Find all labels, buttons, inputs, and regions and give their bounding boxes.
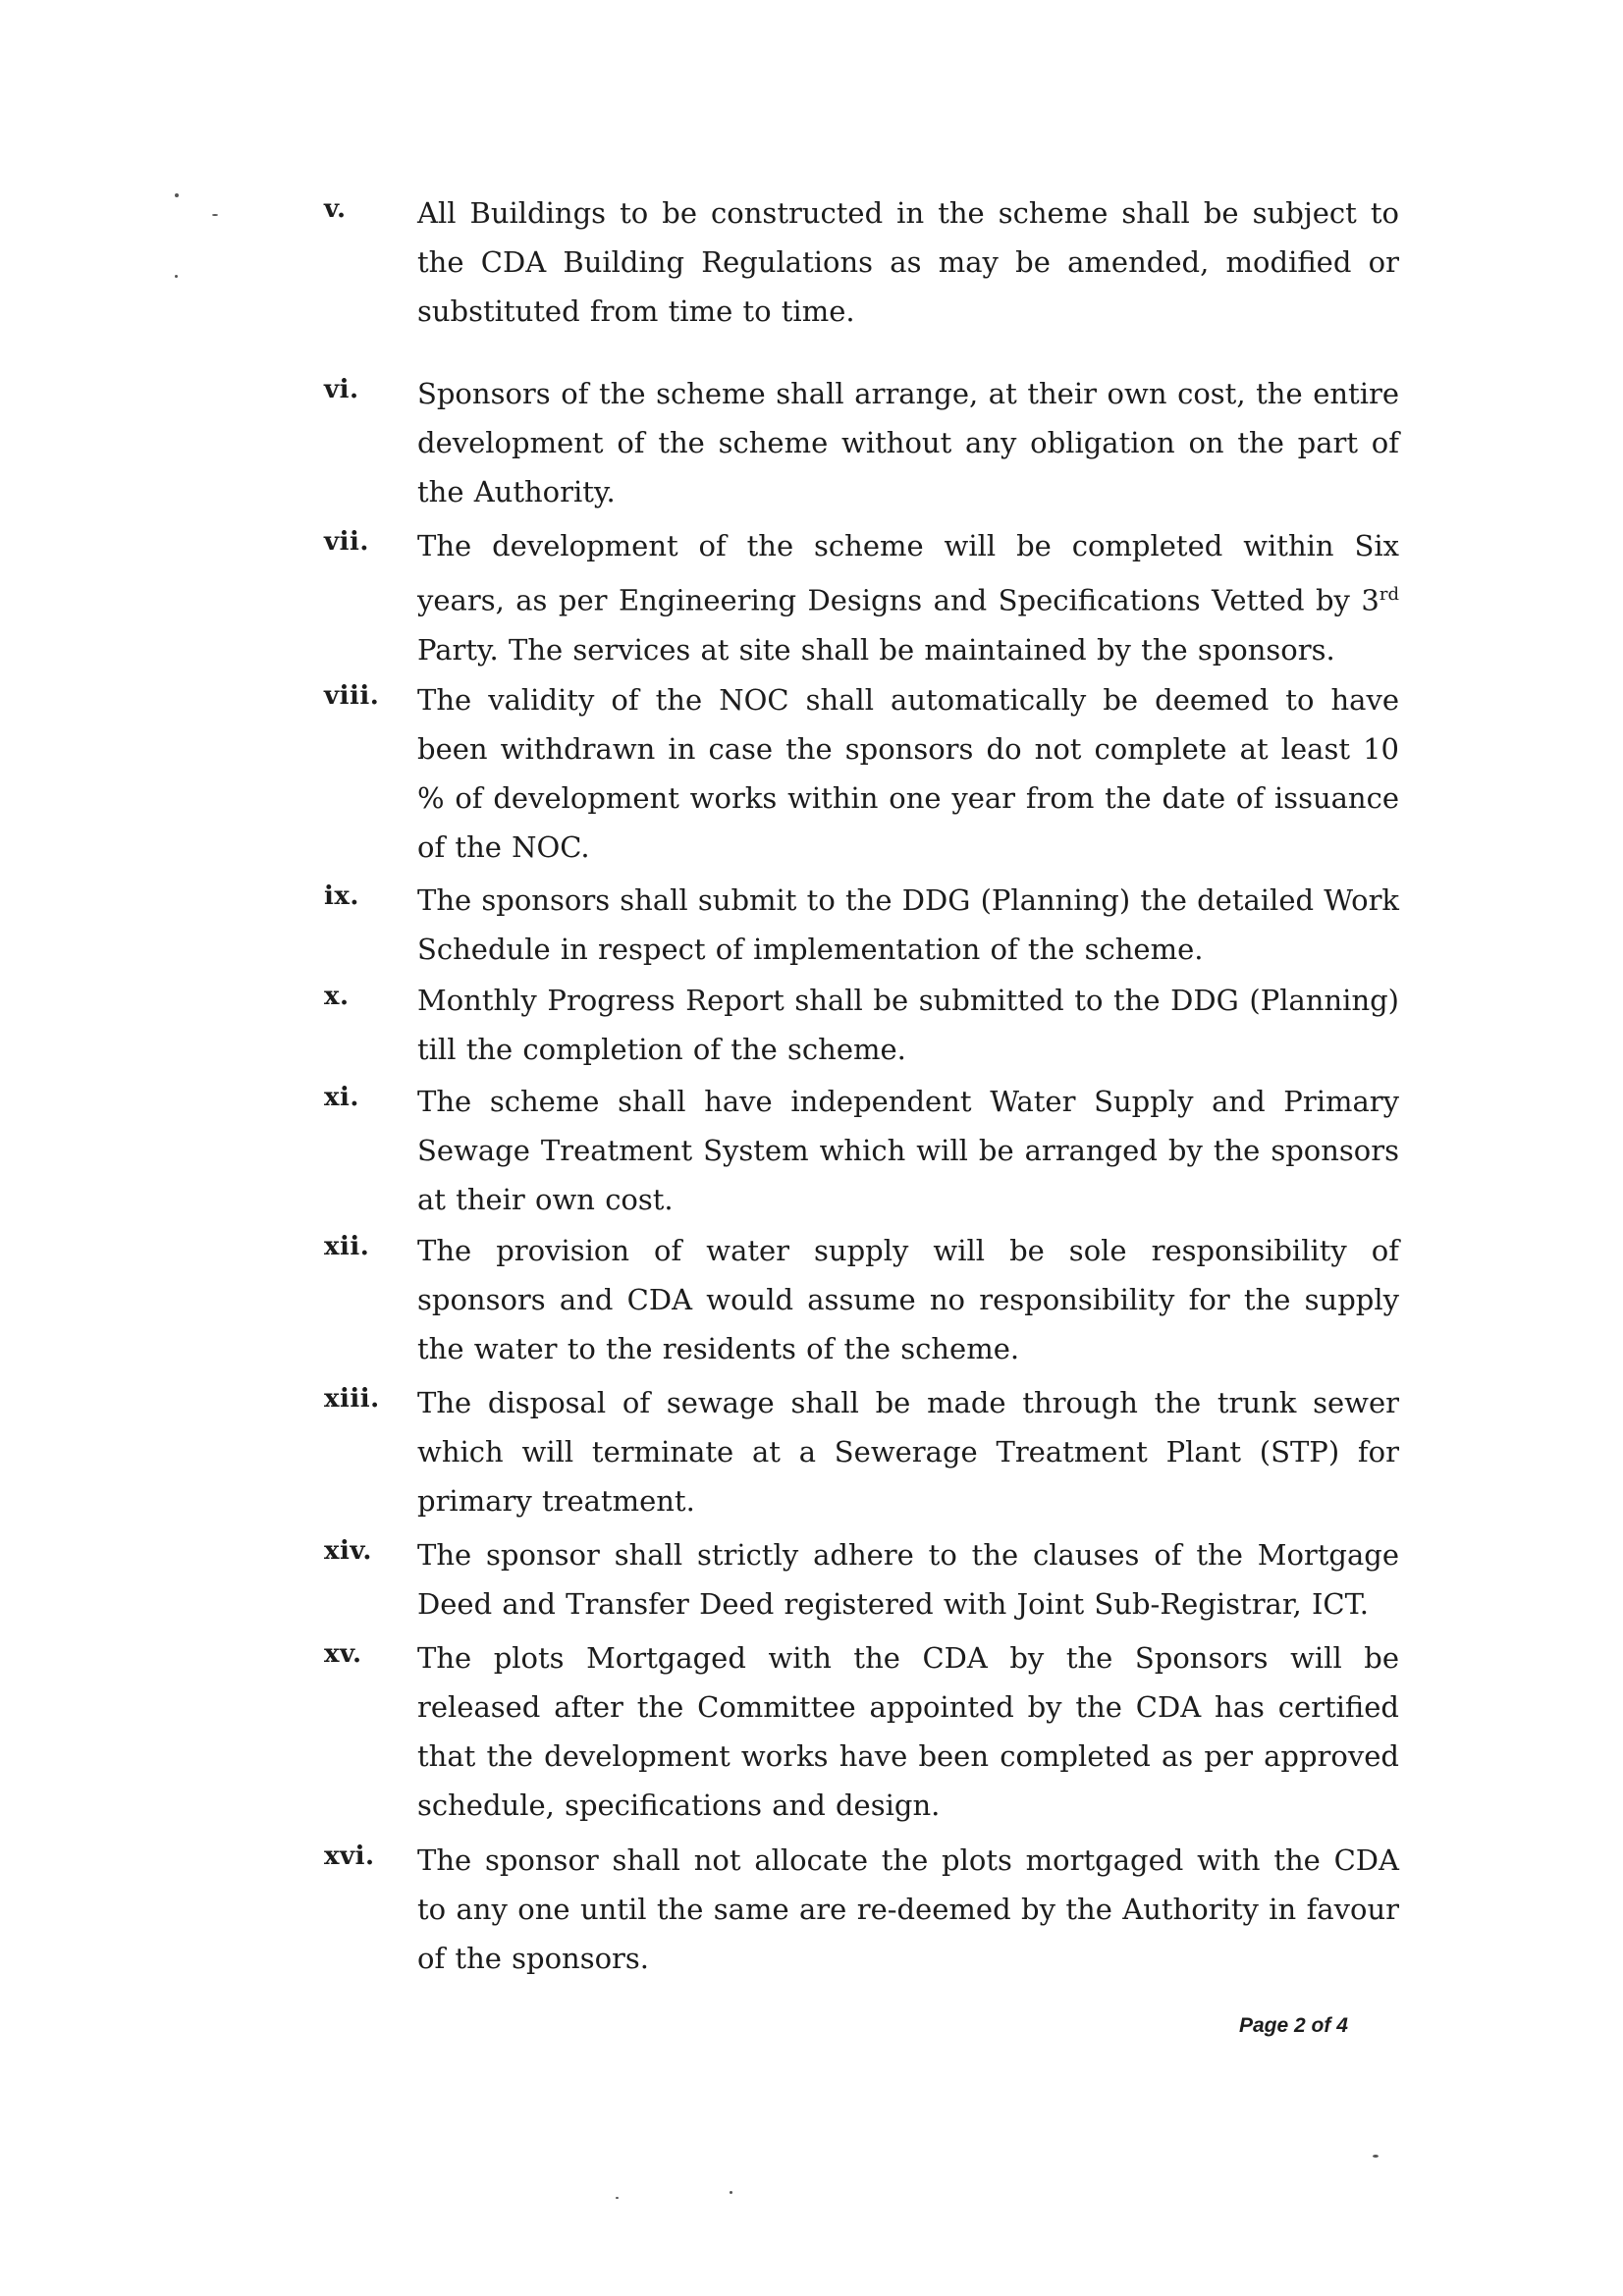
clause-text: All Buildings to be constructed in the scheme shall be subject to the CDA Building Regulations as may be amended, modified or substituted from time to time. xyxy=(417,196,1399,328)
ordinal-superscript: rd xyxy=(1379,584,1399,605)
scan-speck xyxy=(175,275,178,278)
scan-speck xyxy=(212,214,218,216)
clause-number: xvi. xyxy=(324,1842,375,1871)
clause-text: The sponsors shall submit to the DDG (Planning) the detailed Work Schedule in respect of implementation of the scheme. xyxy=(417,883,1400,966)
clause-number: ix. xyxy=(324,881,359,911)
clause-number: vii. xyxy=(324,527,369,557)
clause-number: viii. xyxy=(324,681,380,711)
clause-number: xii. xyxy=(324,1232,370,1261)
clause-number: xiv. xyxy=(324,1536,372,1566)
clause-text: The sponsor shall not allocate the plots mortgaged with the CDA to any one until the same are re-deemed by the Authority in favour of the sponsors. xyxy=(417,1843,1399,1975)
clause-number: v. xyxy=(324,194,347,224)
clause-text-part: Party. The services at site shall be maintained by the sponsors. xyxy=(417,632,1335,667)
clause-number: vi. xyxy=(324,375,359,404)
clause-text-part: The development of the scheme will be completed within Six years, as per Engineering Designs and Specifications Vetted by 3 xyxy=(417,529,1399,617)
clause-text: Sponsors of the scheme shall arrange, at their own cost, the entire development of the scheme without any obligation on the part of the Authority. xyxy=(417,377,1399,508)
scan-speck xyxy=(175,193,179,197)
clause-text xyxy=(417,521,1399,674)
clause-text: The scheme shall have independent Water Supply and Primary Sewage Treatment System which will be arranged by the sponsors at their own cost. xyxy=(417,1085,1399,1216)
clause-number: xi. xyxy=(324,1083,359,1112)
clause-text: The plots Mortgaged with the CDA by the Sponsors will be released after the Committee appointed by the CDA has certified that the development works have been completed as per approved schedule, specifications and design. xyxy=(417,1641,1399,1822)
scan-speck xyxy=(616,2197,619,2199)
clause-text: The validity of the NOC shall automatically be deemed to have been withdrawn in case the sponsors do not complete at least 10 % of development works within one year from the date of issuance of the NOC. xyxy=(417,683,1399,864)
clause-number: xiii. xyxy=(324,1384,380,1414)
clause-number: xv. xyxy=(324,1639,362,1669)
clause-text: The sponsor shall strictly adhere to the clauses of the Mortgage Deed and Transfer Deed registered with Joint Sub-Registrar, ICT. xyxy=(417,1538,1399,1621)
page-number-footer: Page 2 of 4 xyxy=(1239,2014,1348,2037)
scan-speck xyxy=(1373,2155,1379,2158)
scan-speck xyxy=(730,2191,732,2194)
clause-number: x. xyxy=(324,982,350,1011)
clause-text: The disposal of sewage shall be made through the trunk sewer which will terminate at a Sewerage Treatment Plant (STP) for primary treatment. xyxy=(417,1386,1399,1518)
clause-text: Monthly Progress Report shall be submitted to the DDG (Planning) till the completion of the scheme. xyxy=(417,984,1399,1066)
clause-text: The provision of water supply will be sole responsibility of sponsors and CDA would assume no responsibility for the supply the water to the residents of the scheme. xyxy=(417,1234,1399,1365)
